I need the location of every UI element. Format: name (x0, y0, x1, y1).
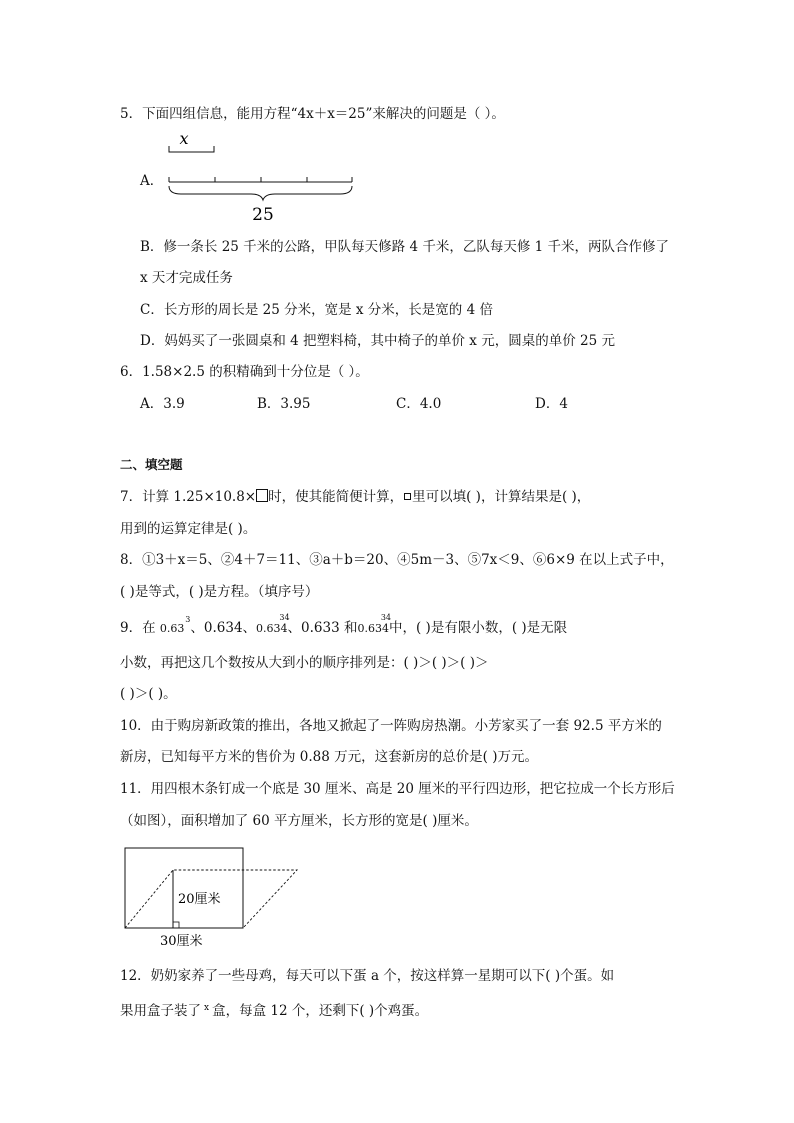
q5-segment-diagram (136, 128, 376, 228)
q8-line1: 8．①3＋x＝5、②4＋7＝11、③a＋b＝20、④5m－3、⑤7x＜9、⑥6×9 在以上式子中， (120, 552, 674, 568)
q7-line1-part-a: 7．计算 1.25×10.8× (120, 489, 257, 505)
q7-line1-part-c: 里可以填( )，计算结果是( )， (412, 489, 591, 505)
q5-option-c: C．长方形的周长是 25 分米，宽是 x 分米，长是宽的 4 倍 (140, 302, 493, 318)
q9-line1-rest: 中，( )是有限小数，( )是无限 (389, 620, 568, 636)
q11-rectangle (125, 848, 243, 928)
q12-line2-part-a: 果用盒子装了 (120, 1003, 201, 1019)
q9-line2: 小数，再把这几个数按从大到小的顺序排列是：( )＞( )＞( )＞ (120, 655, 489, 671)
q11-parallelogram-figure (120, 842, 310, 952)
q6-stem: 6．1.58×2.5 的积精确到十分位是（ ）。 (120, 364, 369, 380)
q7-line1 (120, 487, 590, 507)
q12-line2-part-b: 盒，每盒 12 个，还剩下( )个鸡蛋。 (212, 1003, 429, 1019)
q5-fig-variable: x (179, 129, 189, 148)
q9-repeating-number-3: 0.634 34 (256, 619, 288, 639)
q9-line3: ( )＞( )。 (120, 686, 177, 702)
q12-line2 (120, 998, 428, 1021)
q5-option-a: A． (140, 173, 164, 189)
q5-option-b-line2: x 天才完成任务 (140, 270, 233, 286)
q11-base-label: 30厘米 (160, 934, 203, 949)
q6-option-b: B．3.95 (257, 396, 311, 412)
q7-line1-part-b: 时，使其能简便计算， (268, 489, 404, 505)
q11-line2: （如图），面积增加了 60 平方厘米，长方形的宽是( )厘米。 (120, 813, 478, 829)
q9-number-4: 、0.633 和 (287, 620, 358, 636)
q9-repeat-dots-5: 34 (380, 613, 391, 622)
q11-line1: 11．用四根木条钉成一个底是 30 厘米、高是 20 厘米的平行四边形，把它拉成一个长方形后 (120, 781, 675, 797)
section-title-fill-in: 二、填空题 (120, 457, 183, 472)
q9-repeating-number-5: 0.634 34 (358, 619, 390, 639)
q5-fig-total: 25 (252, 205, 274, 225)
q9-repeating-number-1: 0.63 3 (160, 619, 185, 639)
q5-option-d: D．妈妈买了一张圆桌和 4 把塑料椅，其中椅子的单价 x 元，圆桌的单价 25 元 (140, 333, 615, 349)
q7-blank-square-icon (256, 489, 268, 502)
q9-repeat-dots-3: 34 (279, 613, 290, 622)
q7-small-square-icon (404, 493, 411, 500)
q5-fig-x-bracket (169, 146, 214, 152)
q6-option-d: D．4 (535, 396, 568, 412)
q8-line2: ( )是等式，( )是方程。（填序号） (120, 584, 319, 600)
q5-option-b-line1: B．修一条长 25 千米的公路，甲队每天修路 4 千米，乙队每天修 1 千米，两队合作修了 (140, 239, 670, 255)
q6-option-c: C．4.0 (396, 396, 442, 412)
q9-intro: 9．在 (120, 620, 156, 636)
q9-repeat-dot-1: 3 (185, 615, 191, 624)
q7-line2: 用到的运算定律是( )。 (120, 521, 257, 537)
q10-line2: 新房，已知每平方米的售价为 0.88 万元，这套新房的总价是( )万元。 (120, 749, 538, 765)
q9-number-2: 、0.634、 (190, 620, 257, 636)
q5-fig-total-brace (169, 186, 352, 200)
q11-right-angle-mark (173, 922, 179, 928)
q5-stem: 5．下面四组信息，能用方程“4x＋x＝25”来解决的问题是（ ）。 (120, 106, 505, 122)
q12-line1: 12．奶奶家养了一些母鸡，每天可以下蛋 a 个，按这样算一星期可以下( )个蛋。如 (120, 968, 615, 984)
q10-line1: 10．由于购房新政策的推出，各地又掀起了一阵购房热潮。小芳家买了一套 92.5 平方米的 (120, 718, 662, 734)
q6-option-a: A．3.9 (140, 396, 185, 412)
q12-variable-x: x (204, 1003, 210, 1013)
q11-height-label: 20厘米 (178, 892, 221, 907)
q9-line1 (120, 613, 568, 639)
